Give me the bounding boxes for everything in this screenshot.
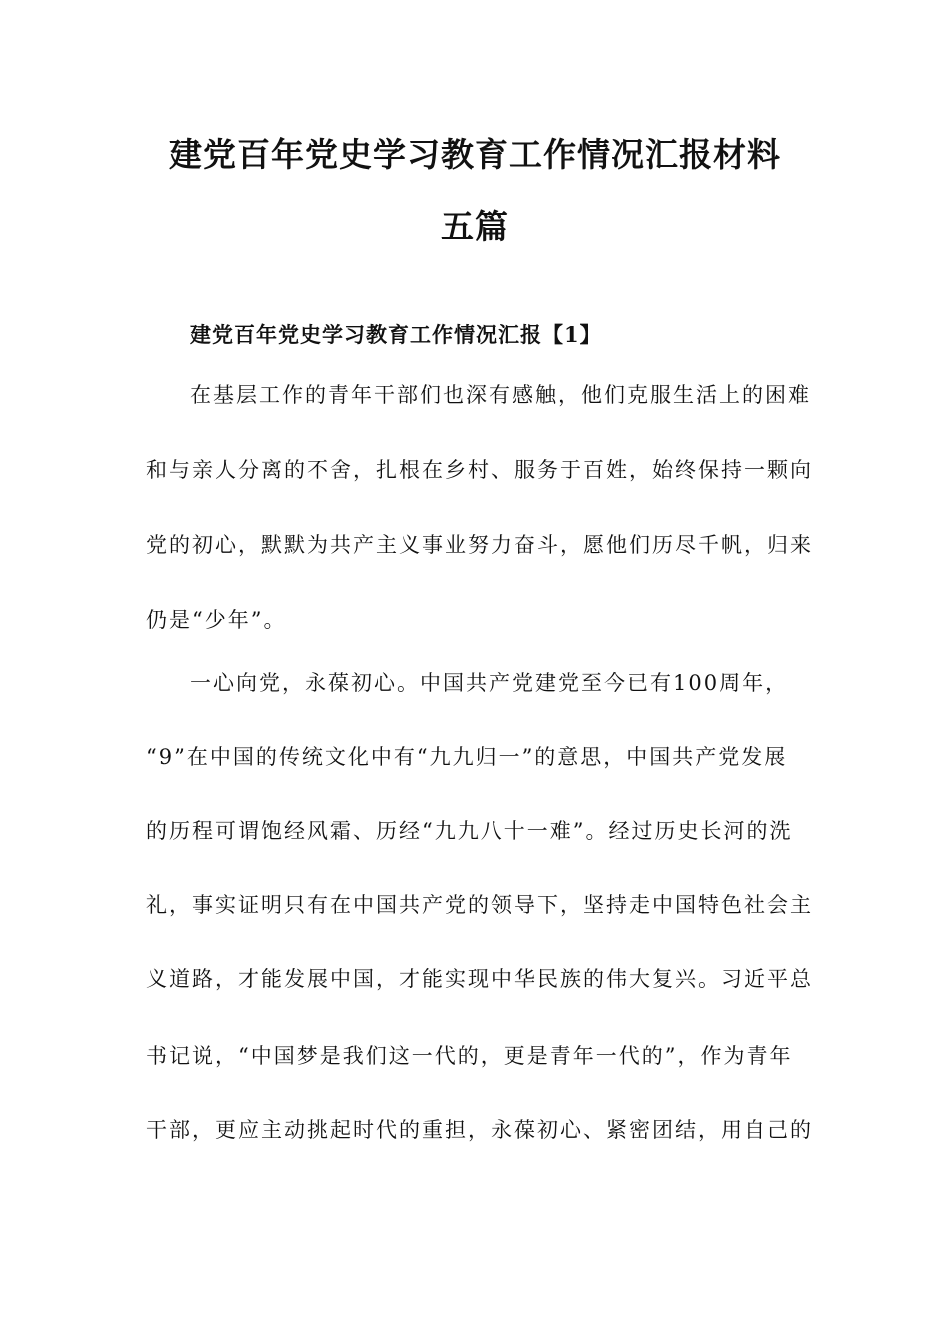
paragraph-line: 的历程可谓饱经风霜、历经“九九八十一难”。经过历史长河的洗	[146, 819, 793, 843]
paragraph-line: 书记说，“中国梦是我们这一代的，更是青年一代的”，作为青年	[146, 1044, 793, 1068]
document-title-line-2: 五篇	[441, 207, 509, 246]
paragraph-line: 一心向党，永葆初心。中国共产党建党至今已有100周年，	[190, 671, 789, 695]
paragraph-line: 干部，更应主动挑起时代的重担，永葆初心、紧密团结，用自己的	[146, 1118, 813, 1142]
paragraph-line: 礼，事实证明只有在中国共产党的领导下，坚持走中国特色社会主	[146, 893, 813, 917]
section-heading: 建党百年党史学习教育工作情况汇报【1】	[190, 322, 602, 347]
paragraph-line: 仍是“少年”。	[146, 608, 287, 632]
paragraph-line: 党的初心，默默为共产主义事业努力奋斗，愿他们历尽千帆，归来	[146, 533, 813, 557]
paragraph-line: 和与亲人分离的不舍，扎根在乡村、服务于百姓，始终保持一颗向	[146, 458, 813, 482]
paragraph-line: 在基层工作的青年干部们也深有感触，他们克服生活上的困难	[190, 383, 811, 407]
paragraph-line: 义道路，才能发展中国，才能实现中华民族的伟大复兴。习近平总	[146, 967, 813, 991]
paragraph-line: “9”在中国的传统文化中有“九九归一”的意思，中国共产党发展	[146, 745, 788, 769]
document-title-line-1: 建党百年党史学习教育工作情况汇报材料	[169, 135, 781, 174]
